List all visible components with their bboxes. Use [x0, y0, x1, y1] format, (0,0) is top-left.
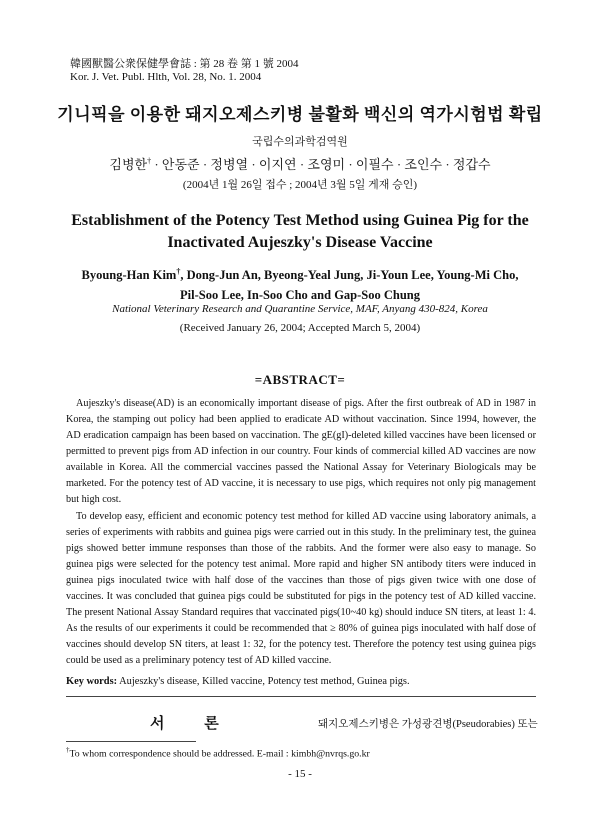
english-authors: [40, 262, 560, 305]
english-title-line2: Inactivated Aujeszky's Disease Vaccine: [167, 234, 433, 251]
journal-name-korean: 韓國獸醫公衆保健學會誌 : 第 28 卷 第 1 號 2004: [70, 58, 299, 70]
keywords-label: Key words:: [66, 676, 118, 687]
english-dates: (Received January 26, 2004; Accepted March 5, 2004): [179, 322, 421, 334]
dagger-mark: †: [176, 267, 181, 276]
abstract-heading: =ABSTRACT=: [254, 372, 346, 387]
footnote: [66, 746, 370, 759]
korean-title: 기니픽을 이용한 돼지오제스키병 불활화 백신의 역가시험법 확립: [57, 105, 543, 124]
korean-first-author: 김병한: [109, 157, 148, 172]
dagger-mark: †: [147, 156, 152, 166]
english-coauthors-line1: , Dong-Jun An, Byeong-Yeal Jung, Ji-Youn Lee, Young-Mi Cho,: [180, 268, 519, 283]
keywords: [66, 676, 536, 687]
korean-coauthors: · 안동준 · 정병열 · 이지연 · 조영미 · 이필수 · 조인수 · 정갑수: [151, 157, 491, 172]
dagger-mark: †: [66, 746, 70, 754]
journal-header: [70, 58, 299, 84]
keywords-text: Aujeszky's disease, Killed vaccine, Potency test method, Guinea pigs.: [117, 676, 410, 687]
english-title: [40, 210, 560, 254]
english-title-line1: Establishment of the Potency Test Method using Guinea Pig for the: [71, 212, 529, 229]
korean-authors: [0, 154, 600, 173]
intro-first-line: 돼지오제스키병은 가성광견병(Pseudorabies) 또는: [318, 719, 538, 730]
section-divider: [66, 696, 536, 697]
korean-affiliation: 국립수의과학검역원: [252, 136, 348, 148]
abstract-paragraph-1: Aujeszky's disease(AD) is an economically important disease of pigs. After the first outbreak of AD in 1987 in Korea, the stamping out policy had been applied to eradicate AD without vaccination. Since 1994, however, the AD eradication campaign has been based on vaccination. The gE(gI)-deleted killed vaccines have been licensed or permitted to prevent pigs from AD infection in our country. Four kinds of commercial killed AD vaccines are now available in Korea. All the commercial vaccines passed the National Assay for Veterinary Biologicals may be marketed. For the potency test of AD vaccine, it is necessary to use pigs, which requires not only pig management but high cost.: [66, 398, 536, 505]
page-number: - 15 -: [288, 768, 312, 780]
intro-heading: 서 론: [150, 716, 237, 732]
abstract-paragraph-2: To develop easy, efficient and economic potency test method for killed AD vaccine using laboratory animals, a series of experiments with rabbits and guinea pigs were carried out in this study. In the preliminary test, the guinea pigs showed better immune responses than those of the rabbits. And the former were also easy to manage. So guinea pigs were selected for the potency test animal. More rapid and higher SN antibody titers were induced in guinea pigs inoculated twice with half dose of the vaccines than those of pigs given twice with one dose of vaccines. It was concluded that guinea pigs could be substituted for pigs in the potency test of AD killed vaccine. The present National Assay Standard requires that vaccinated pigs(10~40 kg) should induce SN titers, at least 1: 4. As the results of our experiments it could be recommended that ≥ 80% of guinea pigs inoculated with half dose of vaccines should develop SN titers, at least 1: 32, for the potency test. Therefore the potency test using guinea pigs could be used as a preliminary potency test of AD killed vaccine.: [66, 511, 536, 666]
korean-dates: (2004년 1월 26일 접수 ; 2004년 3월 5일 게재 승인): [182, 179, 418, 191]
footnote-text: To whom correspondence should be addressed. E-mail : kimbh@nvrqs.go.kr: [69, 748, 370, 760]
english-authors-line1: [40, 262, 560, 285]
english-first-author: Byoung-Han Kim: [81, 268, 177, 283]
footnote-divider: [66, 741, 196, 742]
abstract-body: [66, 396, 536, 670]
journal-name-english: Kor. J. Vet. Publ. Hlth, Vol. 28, No. 1. 2004: [70, 71, 262, 83]
english-authors-line2: Pil-Soo Lee, In-Soo Cho and Gap-Soo Chung: [180, 288, 420, 303]
english-affiliation: National Veterinary Research and Quarantine Service, MAF, Anyang 430-824, Korea: [112, 303, 488, 315]
